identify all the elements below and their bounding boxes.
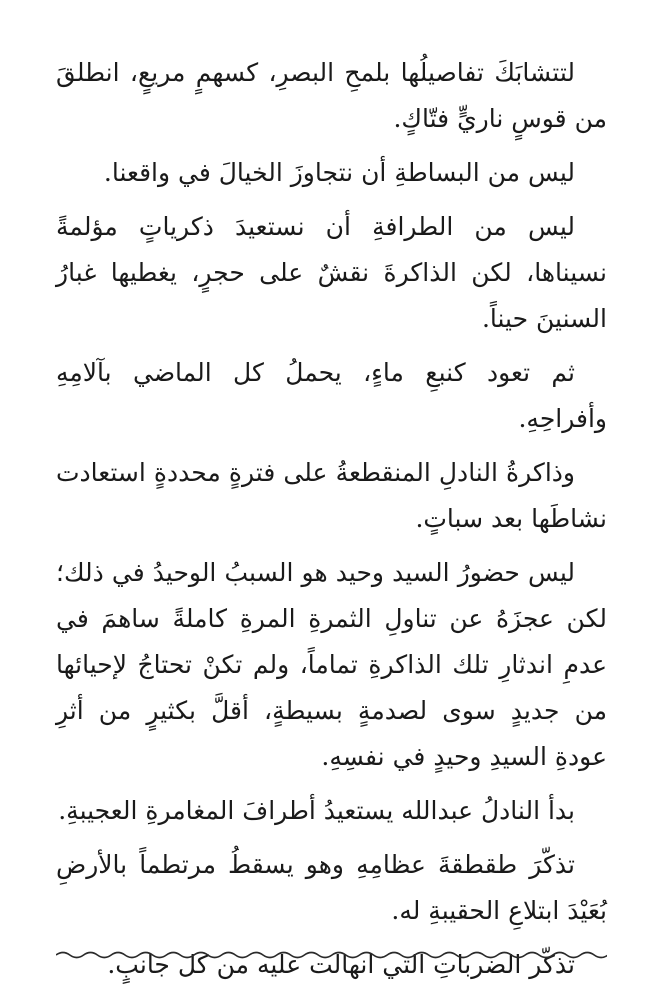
paragraph-1: لتتشابَكَ تفاصيلُها بلمحِ البصرِ، كسهمٍ مريعٍ، انطلقَ من قوسٍ ناريٍّ فتّاكٍ. bbox=[56, 58, 607, 133]
paragraph-5: وذاكرةُ النادلِ المنقطعةُ على فترةٍ محددةٍ استعادت نشاطَها بعد سباتٍ. bbox=[56, 458, 607, 533]
paragraph-9: تذكّر الضرباتِ التي انهالت عليه من كل جانبٍ. bbox=[107, 950, 575, 979]
paragraph-7: بدأ النادلُ عبدالله يستعيدُ أطرافَ المغامرةِ العجيبةِ. bbox=[58, 796, 575, 825]
paragraph-3: ليس من الطرافةِ أن نستعيدَ ذكرياتٍ مؤلمةً نسيناها، لكن الذاكرةَ نقشٌ على حجرٍ، يغطيها غبارُ السنينَ حيناً. bbox=[56, 212, 607, 333]
paragraph-2: ليس من البساطةِ أن نتجاوزَ الخيالَ في واقعنا. bbox=[103, 158, 575, 187]
document-body bbox=[56, 50, 607, 996]
paragraph-4: ثم تعود كنبعِ ماءٍ، يحملُ كل الماضي بآلامِهِ وأفراحِهِ. bbox=[56, 358, 607, 433]
paragraph-6: ليس حضورُ السيد وحيد هو السببُ الوحيدُ في ذلك؛ لكن عجزَهُ عن تناولِ الثمرةِ المرةِ كاملةً ساهمَ في عدمِ اندثارِ تلك الذاكرةِ تماماً، ولم تكنْ تحتاجُ لإحيائها من جديدٍ سوى لصدمةٍ بسيطةٍ، أقلَّ بكثيرٍ من أثرِ عودةِ السيدِ وحيدٍ في نفسِهِ. bbox=[56, 558, 607, 771]
wavy-divider bbox=[56, 948, 607, 962]
paragraph-8: تذكّرَ طقطقةَ عظامِهِ وهو يسقطُ مرتطماً بالأرضِ بُعَيْدَ ابتلاعِ الحقيبةِ له. bbox=[56, 850, 607, 925]
wavy-line-icon bbox=[56, 948, 607, 962]
